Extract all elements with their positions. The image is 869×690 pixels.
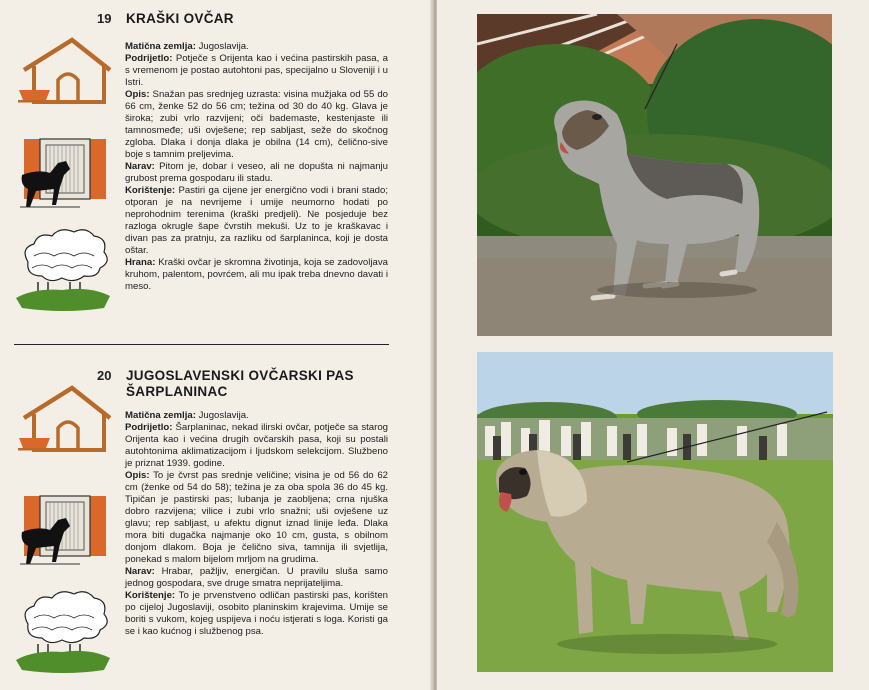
kraski-ovcar-photo xyxy=(477,14,832,336)
entry-text xyxy=(125,410,388,638)
section-text: Jugoslavija. xyxy=(195,410,249,421)
entry-title-line2: ŠARPLANINAC xyxy=(126,384,228,399)
section-label: Korištenje: xyxy=(125,590,176,601)
section-text: Šarplaninac, nekad ilirski ovčar, potječe sa starog Orijenta kao i većina drugih ovčarskih pasa, koji su postali autohtonima aklimatizacijom i ljudskom selekcijom. Službeno je priznat 1939. godine. xyxy=(125,422,388,469)
section-label: Matična zemlja: xyxy=(125,41,196,52)
section-text: Pastiri ga cijene jer energično vodi i brani stado; otporan je na nevrijeme i umije neumorno hodati po neprohodnim terenima (kraški predjeli). Ne posjeduje bez razloga okrugle šape čvrstih mekuši. Uz to je kraškavac i divan pas za pratnju, za razliku od šarplaninca, koji je dosta oštar. xyxy=(125,185,388,256)
doghouse-icon xyxy=(16,384,112,452)
entry-section xyxy=(125,257,388,293)
section-text: Kraški ovčar je skromna životinja, koja se zadovoljava kruhom, palentom, povrćem, ali mu ipak treba dnevno davati i meso. xyxy=(125,257,388,292)
entry-title: JUGOSLAVENSKI OVČARSKI PAS xyxy=(126,368,354,383)
section-label: Opis: xyxy=(125,89,150,100)
entry-section xyxy=(125,41,388,53)
section-text: Hrabar, pažljiv, energičan. U pravilu sluša samo jednog gospodara, sve druge smatra neprijateljima. xyxy=(125,566,388,589)
entry-section xyxy=(125,566,388,590)
right-page xyxy=(437,0,869,690)
section-text: To je prvenstveno odličan pastirski pas, korišten po cijeloj Jugoslaviji, osobito planinskim krajevima. Umije se boriti s vukom, kojeg uspijeva i noću istjerati s loga. Koristi ga se i kao kućnog i službenog psa. xyxy=(125,590,388,637)
entry-number: 19 xyxy=(97,11,112,26)
entry-section xyxy=(125,53,388,89)
section-text: Jugoslavija. xyxy=(195,41,249,52)
sheep-on-grass-icon xyxy=(14,590,112,674)
entry-number: 20 xyxy=(97,368,112,383)
section-text: Pitom je, dobar i veseo, ali ne dopušta ni najmanju grubost prema gospodaru ili stadu. xyxy=(125,161,388,184)
section-label: Narav: xyxy=(125,566,155,577)
entry-section xyxy=(125,185,388,257)
entry-section xyxy=(125,410,388,422)
section-label: Hrana: xyxy=(125,257,156,268)
section-label: Podrijetlo: xyxy=(125,422,173,433)
dog-by-door-icon xyxy=(16,492,110,570)
section-text: Snažan pas srednjeg uzrasta: visina mužjaka od 55 do 66 cm, ženke 52 do 56 cm; težina od 30 do 40 kg. Glava je široka; zubi vrlo razvijeni; oči bademaste, kestenjaste ili tamnosmeđe; uši ovješene; rep sabljast, seže do skočnog zgloba. Dlaka i donja dlaka je obilna (14 cm), čelično-sive boje s tamnim preljevima. xyxy=(125,89,388,160)
entry-section xyxy=(125,161,388,185)
entry-section xyxy=(125,422,388,470)
left-page xyxy=(0,0,433,690)
entry-section xyxy=(125,89,388,161)
sarplaninac-photo xyxy=(477,352,833,672)
dog-by-door-icon xyxy=(16,135,110,213)
entry-title: KRAŠKI OVČAR xyxy=(126,11,234,26)
section-label: Podrijetlo: xyxy=(125,53,173,64)
section-label: Matična zemlja: xyxy=(125,410,196,421)
doghouse-icon xyxy=(16,36,112,104)
section-text: Potječe s Orijenta kao i većina pastirskih pasa, a s vremenom je postao autohtoni pas, specijalno u Sloveniji i u Istri. xyxy=(125,53,388,88)
section-label: Narav: xyxy=(125,161,155,172)
section-label: Korištenje: xyxy=(125,185,176,196)
section-label: Opis: xyxy=(125,470,150,481)
section-text: To je čvrst pas srednje veličine; visina je od 56 do 62 cm (ženke od 54 do 58); težina je za oba spola 36 do 45 kg. Tipičan je pastirski pas; lubanja je zaobljena; crna njuška dobro razvijena; vilice i zubi vrlo snažni; uši ovješene uz glavu; rep sabljast, u afektu dignut iznad linije leđa. Dlaka mora biti dugačka najmanje oko 10 cm, gusta, s obilnom donjom dlakom. Boja je čelično siva, tamnija ili svjetlija, ponekad s malom bijelom mrljom na grudima. xyxy=(125,470,388,565)
entry-section xyxy=(125,590,388,638)
sheep-on-grass-icon xyxy=(14,228,112,312)
entry-divider xyxy=(14,344,389,345)
entry-text xyxy=(125,41,388,293)
entry-section xyxy=(125,470,388,566)
